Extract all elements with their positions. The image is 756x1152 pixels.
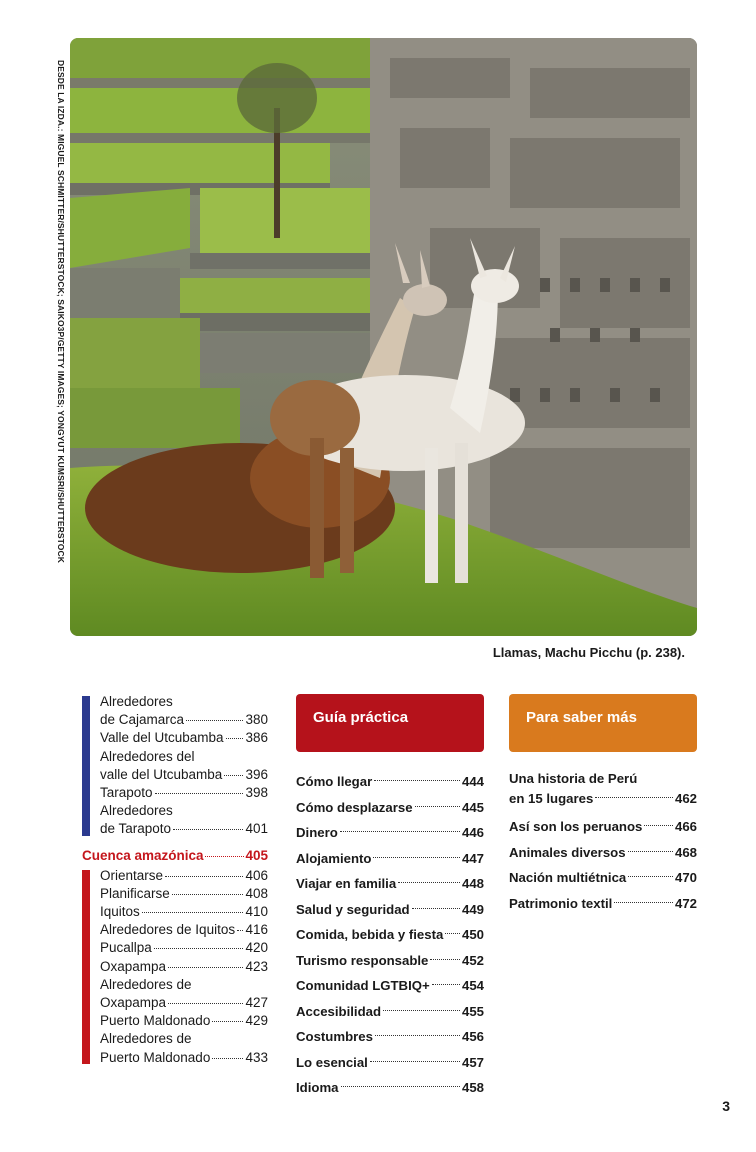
toc-entry[interactable]: en 15 lugares 462	[509, 791, 697, 806]
para-saber-mas-header[interactable]: Para saber más	[509, 694, 697, 752]
photo-credit: DESDE LA IZDA.: MIGUEL SCHMITTER/SHUTTERSTOCK; SAIKO3P/GETTY IMAGES; YONGYUT KUMSRI/SHUTTERSTOCK	[56, 60, 66, 563]
toc-column-regions	[82, 693, 268, 1067]
blue-section-bar	[82, 696, 90, 836]
toc-entry-line: Alrededores de	[100, 976, 192, 992]
toc-entry[interactable]: Viajar en familia 448	[296, 876, 484, 891]
toc-entry[interactable]: Planificarse 408	[100, 885, 268, 901]
para-saber-mas-list	[509, 769, 697, 916]
toc-entry-line: Alrededores del	[100, 748, 195, 764]
toc-entry[interactable]: Tarapoto 398	[100, 785, 268, 801]
toc-entry-line: Alrededores	[100, 803, 173, 819]
toc-entry[interactable]: de Cajamarca 380	[100, 712, 268, 728]
toc-entry[interactable]: Iquitos 410	[100, 904, 268, 920]
toc-entry-line: Alrededores de	[100, 1031, 192, 1047]
toc-entry-line: Una historia de Perú	[509, 771, 638, 786]
toc-column-guia-practica	[296, 694, 484, 1101]
toc-entry[interactable]: Idioma 458	[296, 1080, 484, 1095]
page-number: 3	[722, 1098, 730, 1114]
toc-entry[interactable]: Animales diversos 468	[509, 844, 697, 860]
toc-entry[interactable]: Puerto Maldonado 433	[100, 1049, 268, 1065]
photo-caption: Llamas, Machu Picchu (p. 238).	[492, 645, 685, 660]
toc-entry[interactable]: Comunidad LGTBIQ+ 454	[296, 978, 484, 993]
toc-entry[interactable]: Turismo responsable 452	[296, 952, 484, 968]
toc-section-cuenca-amazonica[interactable]: Cuenca amazónica 405	[82, 847, 268, 863]
toc-entry[interactable]: Nación multiétnica 470	[509, 870, 697, 885]
toc-entry[interactable]: Salud y seguridad 449	[296, 901, 484, 917]
toc-entry[interactable]: Accesibilidad 455	[296, 1003, 484, 1019]
toc-entry[interactable]: Alojamiento 447	[296, 850, 484, 866]
toc-entry[interactable]: Valle del Utcubamba 386	[100, 730, 268, 746]
toc-entry[interactable]: Oxapampa 423	[100, 958, 268, 974]
toc-entry[interactable]: Costumbres 456	[296, 1029, 484, 1044]
toc-entry[interactable]: Oxapampa 427	[100, 995, 268, 1011]
toc-entry[interactable]: Alrededores de Iquitos 416	[100, 922, 268, 938]
guia-practica-list	[296, 769, 484, 1101]
toc-entry[interactable]: Patrimonio textil 472	[509, 895, 697, 911]
toc-group-norte	[82, 693, 268, 839]
llamas-photo-illustration	[70, 38, 697, 636]
guia-practica-header[interactable]: Guía práctica	[296, 694, 484, 752]
toc-entry[interactable]: Cómo desplazarse 445	[296, 799, 484, 815]
toc-entry[interactable]: Puerto Maldonado 429	[100, 1013, 268, 1029]
toc-entry[interactable]: Orientarse 406	[100, 867, 268, 883]
toc-entry-line: Alrededores	[100, 694, 173, 709]
toc-entry[interactable]: Cómo llegar 444	[296, 774, 484, 789]
toc-entry[interactable]: Pucallpa 420	[100, 940, 268, 956]
toc-entry[interactable]: Comida, bebida y fiesta 450	[296, 927, 484, 942]
toc-entry[interactable]: Dinero 446	[296, 825, 484, 840]
toc-entry[interactable]: Así son los peruanos 466	[509, 819, 697, 834]
red-section-bar	[82, 870, 90, 1064]
toc-column-para-saber-mas	[509, 694, 697, 916]
toc-group-amazonia	[82, 867, 268, 1067]
toc-entry[interactable]: Lo esencial 457	[296, 1054, 484, 1070]
llamas-photo	[70, 38, 697, 636]
toc-entry[interactable]: valle del Utcubamba 396	[100, 766, 268, 782]
toc-entry[interactable]: de Tarapoto 401	[100, 821, 268, 837]
